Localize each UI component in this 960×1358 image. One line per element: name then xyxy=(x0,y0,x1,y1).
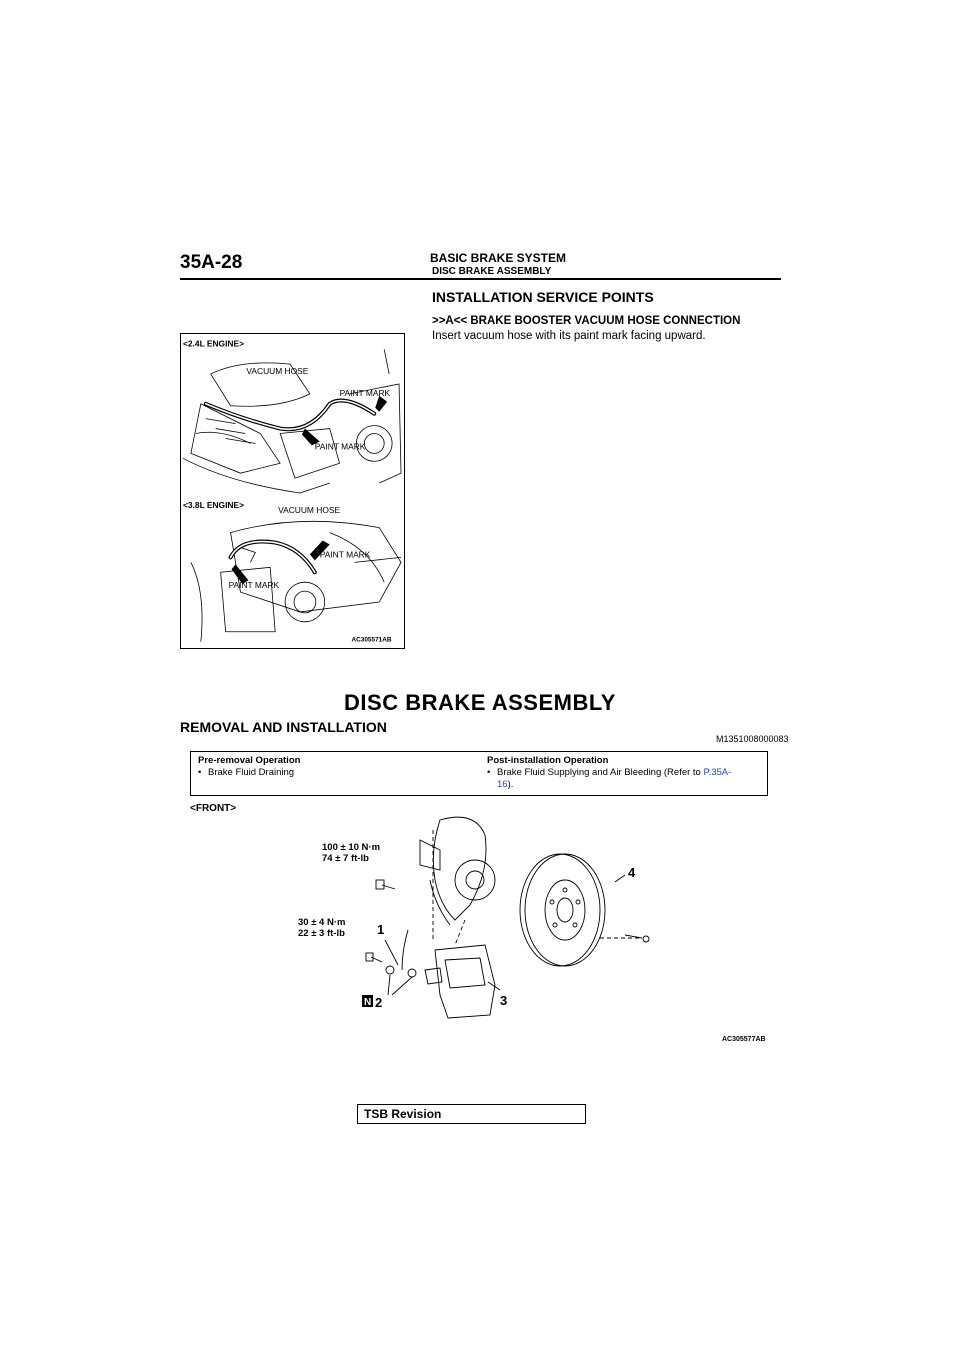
pre-removal-column xyxy=(198,755,300,779)
part-3-label: 3 xyxy=(500,993,508,1008)
paint-mark-label-2: PAINT MARK xyxy=(314,441,366,452)
removal-heading: REMOVAL AND INSTALLATION xyxy=(180,719,387,735)
page-number: 35A-28 xyxy=(180,252,243,273)
document-code: M1351008000083 xyxy=(716,734,789,744)
torque-1-nm: 100 ± 10 N·m xyxy=(322,842,381,853)
page-title: DISC BRAKE ASSEMBLY xyxy=(344,690,616,715)
operations-table xyxy=(190,751,768,796)
vacuum-hose-label-1: VACUUM HOSE xyxy=(246,366,309,377)
paint-mark-label-4: PAINT MARK xyxy=(228,580,280,591)
figure2-code: AC305577AB xyxy=(722,1036,766,1043)
figure1-code: AC305571AB xyxy=(351,636,392,644)
installation-text: Insert vacuum hose with its paint mark facing upward. xyxy=(432,330,706,342)
front-label: <FRONT> xyxy=(190,803,237,814)
tsb-revision-box: TSB Revision xyxy=(357,1104,586,1124)
disc-brake-figure xyxy=(290,810,780,1045)
paint-mark-label-3: PAINT MARK xyxy=(319,549,371,560)
page-reference-link[interactable]: P.35A- xyxy=(703,767,732,778)
part-1-label: 1 xyxy=(377,922,385,937)
post-installation-heading: Post-installation Operation xyxy=(487,755,609,766)
vacuum-hose-illustration xyxy=(181,334,404,648)
header-divider xyxy=(180,278,781,280)
engine-38-label: <3.8L ENGINE> xyxy=(182,499,245,510)
post-installation-item: • Brake Fluid Supplying and Air Bleeding (Refer to P.35A- 16). xyxy=(487,767,732,790)
vacuum-hose-figure xyxy=(180,333,405,649)
installation-heading: INSTALLATION SERVICE POINTS xyxy=(432,289,654,305)
torque-2-ftlb: 22 ± 3 ft-lb xyxy=(298,928,345,939)
pre-removal-item: • Brake Fluid Draining xyxy=(198,767,295,778)
engine-24-label: <2.4L ENGINE> xyxy=(182,338,245,349)
page-reference-link-cont[interactable]: 16 xyxy=(497,779,508,790)
torque-2-nm: 30 ± 4 N·m xyxy=(298,917,346,928)
post-installation-column xyxy=(487,755,763,791)
subsection-title: DISC BRAKE ASSEMBLY xyxy=(432,266,552,277)
section-title: BASIC BRAKE SYSTEM xyxy=(430,251,567,265)
torque-1-ftlb: 74 ± 7 ft-lb xyxy=(322,853,369,864)
part-2-label: 2 xyxy=(375,995,383,1010)
n-badge: N xyxy=(364,997,372,1008)
disc-brake-illustration xyxy=(290,810,780,1045)
vacuum-hose-label-2: VACUUM HOSE xyxy=(278,504,341,515)
paint-mark-label-1: PAINT MARK xyxy=(339,387,391,398)
pre-removal-heading: Pre-removal Operation xyxy=(198,755,301,766)
part-4-label: 4 xyxy=(628,865,636,880)
installation-subheading: >>A<< BRAKE BOOSTER VACUUM HOSE CONNECTION xyxy=(432,315,741,327)
